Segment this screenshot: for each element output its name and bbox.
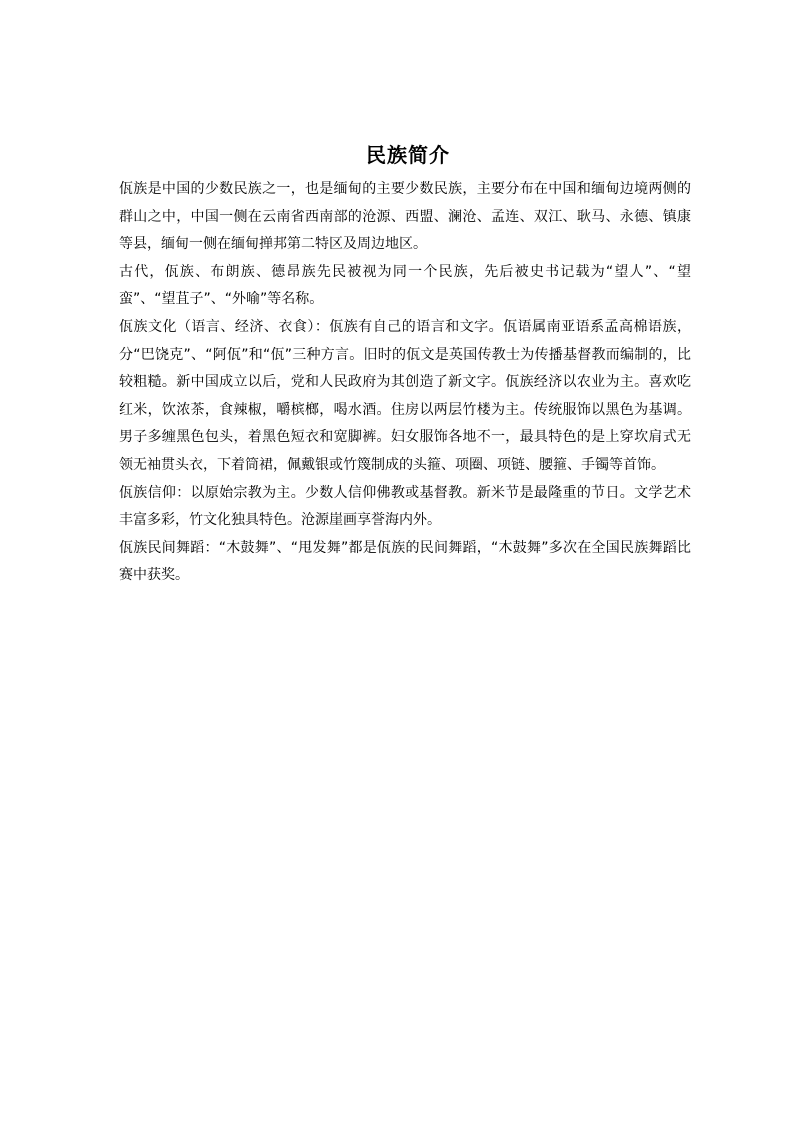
document-body (119, 176, 691, 590)
paragraph-dance: 佤族民间舞蹈：“木鼓舞”、“甩发舞”都是佤族的民间舞蹈，“木鼓舞”多次在全国民族舞蹈比赛中获奖。 (119, 539, 691, 584)
paragraph-belief: 佤族信仰：以原始宗教为主。少数人信仰佛教或基督教。新米节是最隆重的节日。文学艺术丰富多彩，竹文化独具特色。沧源崖画享誉海内外。 (119, 484, 691, 529)
paragraph-culture: 佤族文化（语言、经济、衣食）：佤族有自己的语言和文字。佤语属南亚语系孟高棉语族，分“巴饶克”、“阿佤”和“佤”三种方言。旧时的佤文是英国传教士为传播基督教而编制的，比较粗糙。新中国成立以后，党和人民政府为其创造了新文字。佤族经济以农业为主。喜欢吃红米，饮浓茶，食辣椒，嚼槟榔，喝水酒。住房以两层竹楼为主。传统服饰以黑色为基调。男子多缠黑色包头，着黑色短衣和宽脚裤。妇女服饰各地不一，最具特色的是上穿坎肩式无领无袖贯头衣，下着筒裙，佩戴银或竹篾制成的头箍、项圈、项链、腰箍、手镯等首饰。 (119, 318, 691, 473)
paragraph-intro: 佤族是中国的少数民族之一，也是缅甸的主要少数民族，主要分布在中国和缅甸边境两侧的群山之中，中国一侧在云南省西南部的沧源、西盟、澜沧、孟连、双江、耿马、永德、镇康等县，缅甸一侧在缅甸掸邦第二特区及周边地区。 (119, 181, 691, 253)
document-title: 民族简介 (366, 143, 450, 167)
paragraph-ancient: 古代，佤族、布朗族、德昂族先民被视为同一个民族，先后被史书记载为“望人”、“望蛮”、“望苴子”、“外喻”等名称。 (119, 263, 691, 308)
